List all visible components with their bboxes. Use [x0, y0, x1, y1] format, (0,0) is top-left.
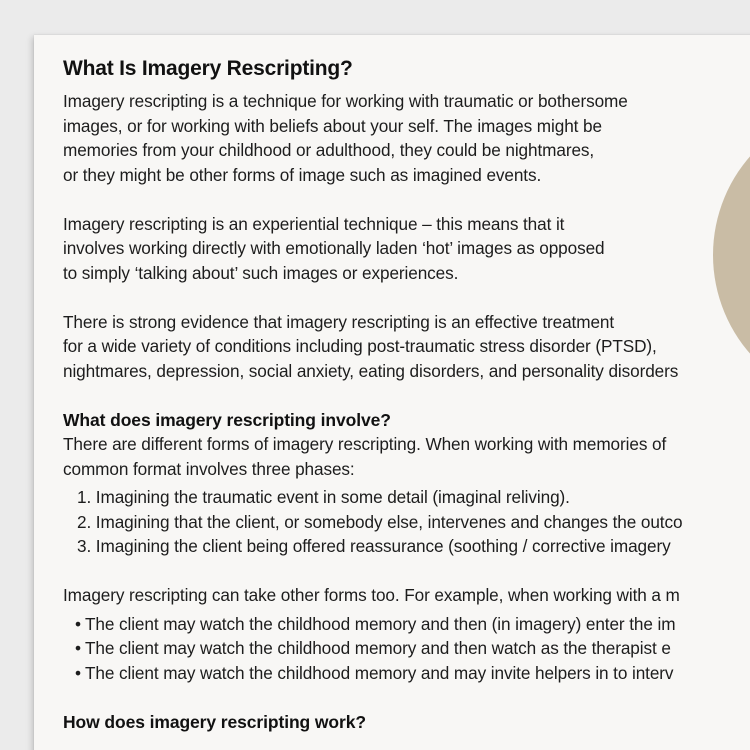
paragraph-evidence	[63, 310, 750, 384]
text-line: Imagery rescripting can take other forms too. For example, when working with a m	[63, 585, 680, 605]
list-item	[75, 636, 750, 661]
list-item	[75, 612, 750, 637]
list-item: 1. Imagining the traumatic event in some detail (imaginal reliving).	[77, 487, 570, 507]
section-heading-how: How does imagery rescripting work?	[63, 711, 366, 732]
bullet-icon: •	[75, 662, 81, 683]
section-heading-involve: What does imagery rescripting involve?	[63, 409, 391, 430]
paragraph-other-forms	[63, 583, 750, 608]
list-item-text: The client may watch the childhood memory and then watch as the therapist e	[85, 638, 671, 658]
document-title: What Is Imagery Rescripting?	[63, 57, 353, 80]
bullet-icon: •	[75, 638, 81, 658]
document-content	[63, 55, 750, 734]
paragraph-experiential	[63, 212, 750, 286]
list-item: 2. Imagining that the client, or somebody else, intervenes and changes the outco	[77, 511, 683, 532]
list-item-text: The client may watch the childhood memory and then (in imagery) enter the im	[85, 613, 676, 634]
document-page	[34, 35, 750, 750]
text-line: memories from your childhood or adulthood, they could be nightmares,	[63, 140, 595, 160]
bullet-icon: •	[75, 613, 81, 634]
text-line: for a wide variety of conditions including post-traumatic stress disorder (PTSD),	[63, 336, 657, 356]
text-line: There are different forms of imagery rescripting. When working with memories of	[63, 434, 667, 454]
text-line: Imagery rescripting is an experiential technique – this means that it	[63, 213, 565, 234]
phases-list	[63, 485, 750, 559]
text-line: nightmares, depression, social anxiety, eating disorders, and personality disorders	[63, 360, 679, 381]
list-item-text: The client may watch the childhood memory and may invite helpers in to interv	[85, 662, 674, 683]
text-line: to simply ‘talking about’ such images or experiences.	[63, 262, 459, 283]
paragraph-forms	[63, 432, 750, 481]
text-line: involves working directly with emotionally laden ‘hot’ images as opposed	[63, 238, 605, 258]
paragraph-intro	[63, 89, 750, 187]
text-line: There is strong evidence that imagery rescripting is an effective treatment	[63, 311, 615, 332]
list-item	[75, 661, 750, 686]
text-line: or they might be other forms of image such as imagined events.	[63, 164, 542, 185]
text-line: images, or for working with beliefs about your self. The images might be	[63, 115, 602, 136]
bullet-list	[63, 612, 750, 686]
text-line: Imagery rescripting is a technique for working with traumatic or bothersome	[63, 91, 628, 111]
list-item: 3. Imagining the client being offered reassurance (soothing / corrective imagery	[77, 536, 671, 556]
text-line: common format involves three phases:	[63, 458, 355, 479]
